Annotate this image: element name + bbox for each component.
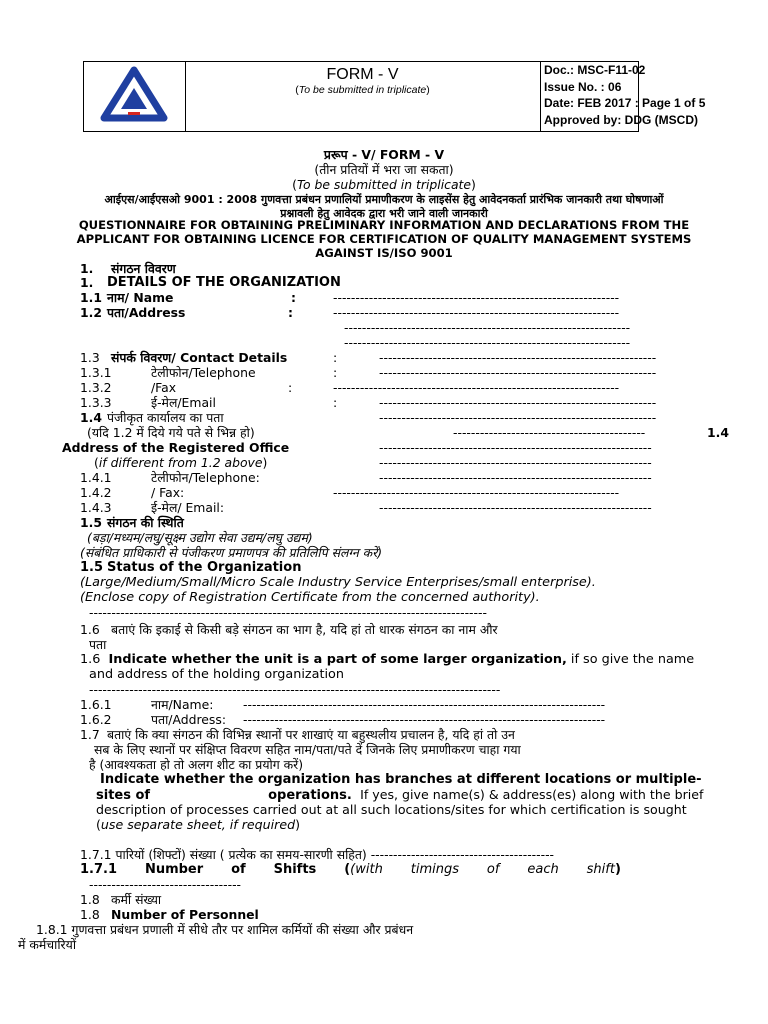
s16-eng-line2: and address of the holding organization [89, 667, 345, 682]
colon: : [333, 365, 338, 380]
logo-cell [84, 62, 186, 131]
questionnaire-line1: QUESTIONNAIRE FOR OBTAINING PRELIMINARY INFORMATION AND DECLARATIONS FROM THE [78, 218, 690, 232]
address-field-3[interactable]: ---------------------------------------------------------------- [344, 335, 631, 350]
s18-num: 1.8 [80, 892, 100, 907]
doc-number: Doc.: MSC-F11-02 [544, 63, 646, 77]
s17-hindi3: है (आवश्यकता हो तो अलग शीट का प्रयोग करें) [89, 757, 304, 772]
reg-field-1[interactable]: -------------------------------------------------------------- [379, 410, 657, 425]
form-title: FORM - V [326, 66, 399, 83]
status-title: Status of the Organization [107, 560, 302, 575]
reg-field-4[interactable]: ------------------------------------------------------------- [379, 455, 652, 470]
email-num: 1.3.3 [80, 395, 112, 410]
eng-triplicate: (To be submitted in triplicate) [292, 177, 476, 192]
colon: : [333, 395, 338, 410]
fax-field[interactable]: ---------------------------------------------------------------- [333, 380, 620, 395]
s17-hindi1: बताएं कि क्या संगठन की विभिन्न स्थानों पर शाखाएं या बहुस्थलीय प्रचालन है, यदि हां तो उन [107, 727, 515, 742]
date-page: Date: FEB 2017 : Page 1 of 5 [544, 96, 706, 110]
reg-hindi: पंजीकृत कार्यालय का पता [107, 410, 224, 425]
fax-num: 1.3.2 [80, 380, 112, 395]
hindi-triplicate: (तीन प्रतियों में भरा जा सकता) [314, 162, 454, 177]
s18-num2: 1.8 [80, 907, 100, 922]
status-num2: 1.5 [80, 560, 104, 575]
status-hindi: संगठन की स्थिति [107, 515, 184, 530]
remail-label: ई-मेल/ Email: [151, 500, 225, 515]
shift-field[interactable]: ---------------------------------- [89, 877, 242, 892]
tel-field[interactable]: -------------------------------------------------------------- [379, 365, 657, 380]
rtel-num: 1.4.1 [80, 470, 112, 485]
colon: : [291, 290, 296, 305]
remail-field[interactable]: ------------------------------------------------------------- [379, 500, 652, 515]
sec1-title: DETAILS OF THE ORGANIZATION [107, 275, 341, 290]
colon: : [288, 380, 293, 395]
tel-label: टेलीफोन/Telephone [151, 365, 256, 380]
name-num: 1.1 [80, 290, 102, 305]
contact-label: संपर्क विवरण/ Contact Details [111, 350, 288, 365]
s162-label: पता/Address: [151, 712, 227, 727]
status-num: 1.5 [80, 515, 102, 530]
reg-field-2[interactable]: ------------------------------------------- [453, 425, 646, 440]
status-hindi2: (बड़ा/मध्यम/लघु/सूक्ष्म उद्योग सेवा उद्यम/लघु उद्यम) [87, 530, 313, 545]
s181-line2: में कर्मचारियों [18, 937, 77, 952]
questionnaire-line2: APPLICANT FOR OBTAINING LICENCE FOR CERTIFICATION OF QUALITY MANAGEMENT SYSTEMS [76, 232, 692, 246]
address-label: पता/Address [107, 305, 186, 320]
s16-num: 1.6 [80, 622, 100, 637]
sec1-eng-num: 1. [80, 275, 94, 290]
issue-number: Issue No. : 06 [544, 79, 622, 94]
s16-eng-line1: 1.6 Indicate whether the unit is a part of some larger organization, if so give the name [80, 652, 695, 667]
document-header [83, 61, 706, 132]
reg-field-3[interactable]: ------------------------------------------------------------- [379, 440, 652, 455]
address-field-1[interactable]: ---------------------------------------------------------------- [333, 305, 620, 320]
s181-line1: 1.8.1 गुणवत्ता प्रबंधन प्रणाली में सीधे तौर पर शामिल कर्मियों की संख्या और प्रबंधन [36, 922, 414, 937]
reg-eng2: (if different from 1.2 above) [94, 455, 268, 470]
bis-logo-icon [84, 62, 185, 131]
form-heading: प्ररूप - V/ FORM - V [323, 147, 445, 162]
rtel-field[interactable]: ------------------------------------------------------------- [379, 470, 652, 485]
rfax-num: 1.4.2 [80, 485, 112, 500]
s16-field[interactable]: -------------------------------------------------------------------------------------------- [89, 682, 501, 697]
contact-num: 1.3 [80, 350, 100, 365]
email-label: ई-मेल/Email [151, 395, 216, 410]
s17-num: 1.7 [80, 727, 100, 742]
reg-num: 1.4 [80, 410, 102, 425]
shift-hindi: 1.7.1 पारियों (शिफ्टों) संख्या ( प्रत्येक का समय-सारणी सहित) ----------------------------------------- [80, 847, 555, 862]
form-title-cell [185, 62, 541, 131]
s17-hindi2: सब के लिए स्थानों पर संक्षिप्त विवरण सहित नाम/पता/पते दें जिनके लिए प्रमाणीकरण चाहा गया [94, 742, 521, 757]
reg-eng: Address of the Registered Office [62, 440, 290, 455]
colon: : [333, 350, 338, 365]
rfax-label: / Fax: [151, 485, 185, 500]
hindi-questionnaire-line2: प्रश्नावली हेतु आवेदक द्वारा भरी जाने वाली जानकारी [280, 207, 488, 220]
s162-num: 1.6.2 [80, 712, 112, 727]
fax-label: /Fax [151, 380, 177, 395]
questionnaire-line3: AGAINST IS/ISO 9001 [315, 246, 453, 260]
status-enclose: (Enclose copy of Registration Certificate from the concerned authority). [80, 590, 540, 605]
address-field-2[interactable]: ---------------------------------------------------------------- [344, 320, 631, 335]
s16-hindi2: पता [89, 637, 107, 652]
colon: : [288, 305, 293, 320]
s18-title: Number of Personnel [111, 907, 259, 922]
remail-num: 1.4.3 [80, 500, 112, 515]
name-label: नाम/ Name [107, 290, 174, 305]
s162-field[interactable]: --------------------------------------------------------------------------------- [243, 712, 606, 727]
s16-hindi1: बताएं कि इकाई से किसी बड़े संगठन का भाग है, यदि हां तो धारक संगठन का नाम और [111, 622, 498, 637]
doc-info-cell [540, 62, 706, 131]
s18-hindi: कर्मी संख्या [111, 892, 162, 907]
name-field[interactable]: ---------------------------------------------------------------- [333, 290, 620, 305]
contact-field[interactable]: -------------------------------------------------------------- [379, 350, 657, 365]
sec1-hindi: संगठन विवरण [111, 261, 176, 276]
s161-num: 1.6.1 [80, 697, 112, 712]
shift-eng: 1.7.1 Number of Shifts ((with timings of each shift) [80, 862, 621, 877]
status-hindi3: (संबंधित प्राधिकारी से पंजीकरण प्रमाणपत्र की प्रतिलिपि संलग्न करें) [80, 545, 383, 560]
rtel-label: टेलीफोन/Telephone: [151, 470, 260, 485]
status-field[interactable]: ----------------------------------------------------------------------------------------- [89, 605, 487, 620]
reg-num2: 1.4 [707, 425, 729, 440]
s17-eng4: (use separate sheet, if required) [96, 817, 300, 832]
s161-label: नाम/Name: [151, 697, 214, 712]
approved-by: Approved by: DDG (MSCD) [544, 112, 698, 127]
tel-num: 1.3.1 [80, 365, 112, 380]
email-field[interactable]: -------------------------------------------------------------- [379, 395, 657, 410]
address-num: 1.2 [80, 305, 102, 320]
status-options: (Large/Medium/Small/Micro Scale Industry Service Enterprises/small enterprise). [80, 575, 596, 590]
rfax-field[interactable]: ---------------------------------------------------------------- [333, 485, 620, 500]
s161-field[interactable]: --------------------------------------------------------------------------------- [243, 697, 606, 712]
s17-eng2: sites of operations. If yes, give name(s) & address(es) along with the brief [96, 787, 704, 803]
form-subtitle: (To be submitted in triplicate) [295, 84, 430, 96]
reg-hindi2: (यदि 1.2 में दिये गये पते से भिन्न हो) [87, 425, 255, 440]
s17-eng1: Indicate whether the organization has branches at different locations or multiple- [100, 772, 702, 787]
sec1-num: 1. [80, 261, 94, 276]
s17-eng3: description of processes carried out at all such locations/sites for which certification is sought [96, 802, 687, 817]
hindi-questionnaire-line1: आईएस/आईएसओ 9001 : 2008 गुणवत्ता प्रबंधन प्रणालियों प्रमाणीकरण के लाइसेंस हेतु आवेदनकर्ता प्रारंभिक जानकारी तथा घोषणाओं [104, 193, 664, 206]
